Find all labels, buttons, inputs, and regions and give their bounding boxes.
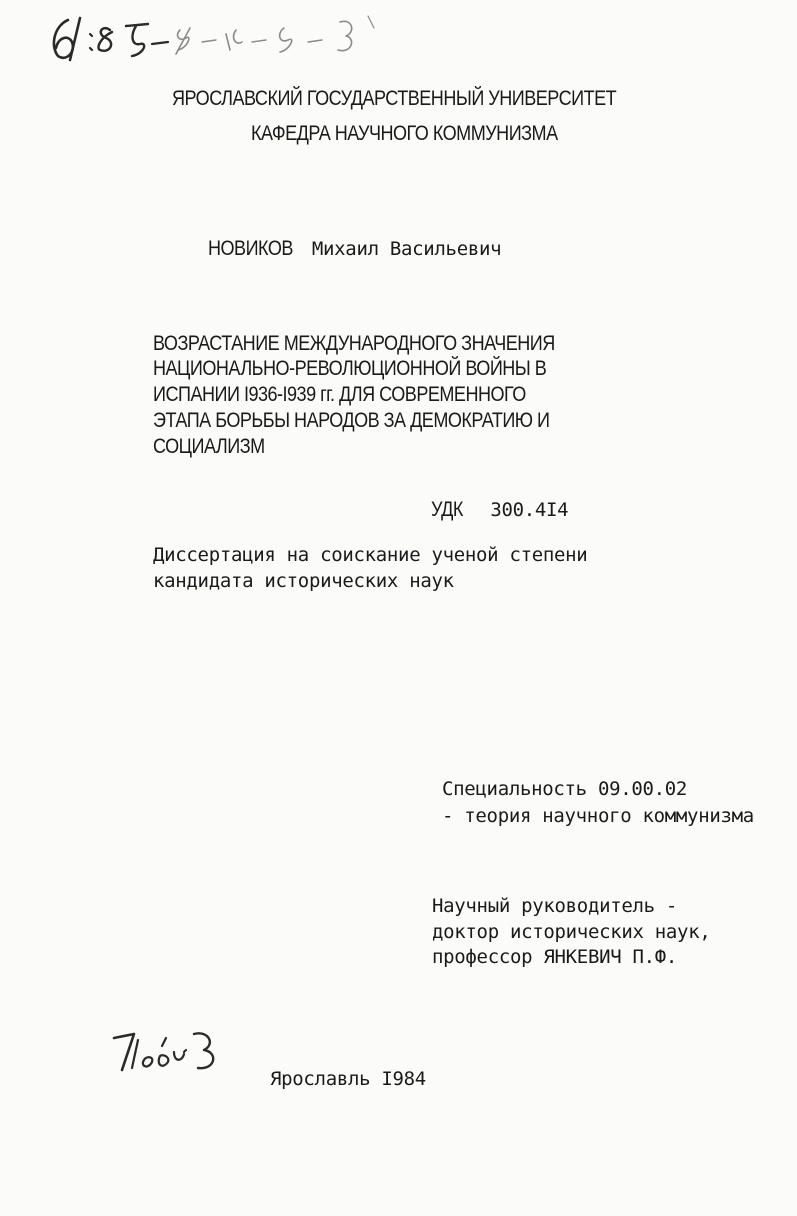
author-line: [208, 236, 501, 262]
department-name: КАФЕДРА НАУЧНОГО КОММУНИЗМА: [251, 122, 558, 145]
specialty-line2: - теория научного коммунизма: [442, 805, 754, 827]
title-line: ИСПАНИИ I936-I939 гг. ДЛЯ СОВРЕМЕННОГО: [153, 383, 526, 406]
specialty-line1: Специальность 09.00.02: [442, 778, 688, 800]
handwritten-digits-dark: [54, 18, 168, 60]
handwritten-date-note: [108, 1026, 228, 1082]
handwritten-archive-number: [40, 8, 420, 68]
author-surname: НОВИКОВ: [208, 237, 293, 260]
title-line: ЭТАПА БОРЬБЫ НАРОДОВ ЗА ДЕМОКРАТИЮ И: [153, 409, 550, 432]
title-line: СОЦИАЛИЗМ: [153, 435, 265, 458]
dissertation-purpose-line1: Диссертация на соискание ученой степени: [153, 544, 588, 566]
supervisor-line1: Научный руководитель -: [432, 895, 678, 917]
supervisor-line3: профессор ЯНКЕВИЧ П.Ф.: [432, 946, 678, 968]
author-given-names: Михаил Васильевич: [311, 238, 502, 260]
dissertation-purpose-line2: кандидата исторических наук: [153, 570, 454, 592]
udk-line: [431, 497, 568, 523]
university-name: ЯРОСЛАВСКИЙ ГОСУДАРСТВЕННЫЙ УНИВЕРСИТЕТ: [172, 87, 617, 110]
title-line: ВОЗРАСТАНИЕ МЕЖДУНАРОДНОГО ЗНАЧЕНИЯ: [153, 332, 555, 355]
supervisor-line2: доктор исторических наук,: [432, 921, 711, 943]
udk-code: 300.4I4: [490, 499, 569, 521]
udk-label: УДК: [431, 498, 463, 521]
place-and-year: Ярославль I984: [270, 1068, 426, 1090]
title-line: НАЦИОНАЛЬНО-РЕВОЛЮЦИОННОЙ ВОЙНЫ В: [153, 357, 547, 380]
handwritten-digits-faint: [176, 16, 374, 54]
